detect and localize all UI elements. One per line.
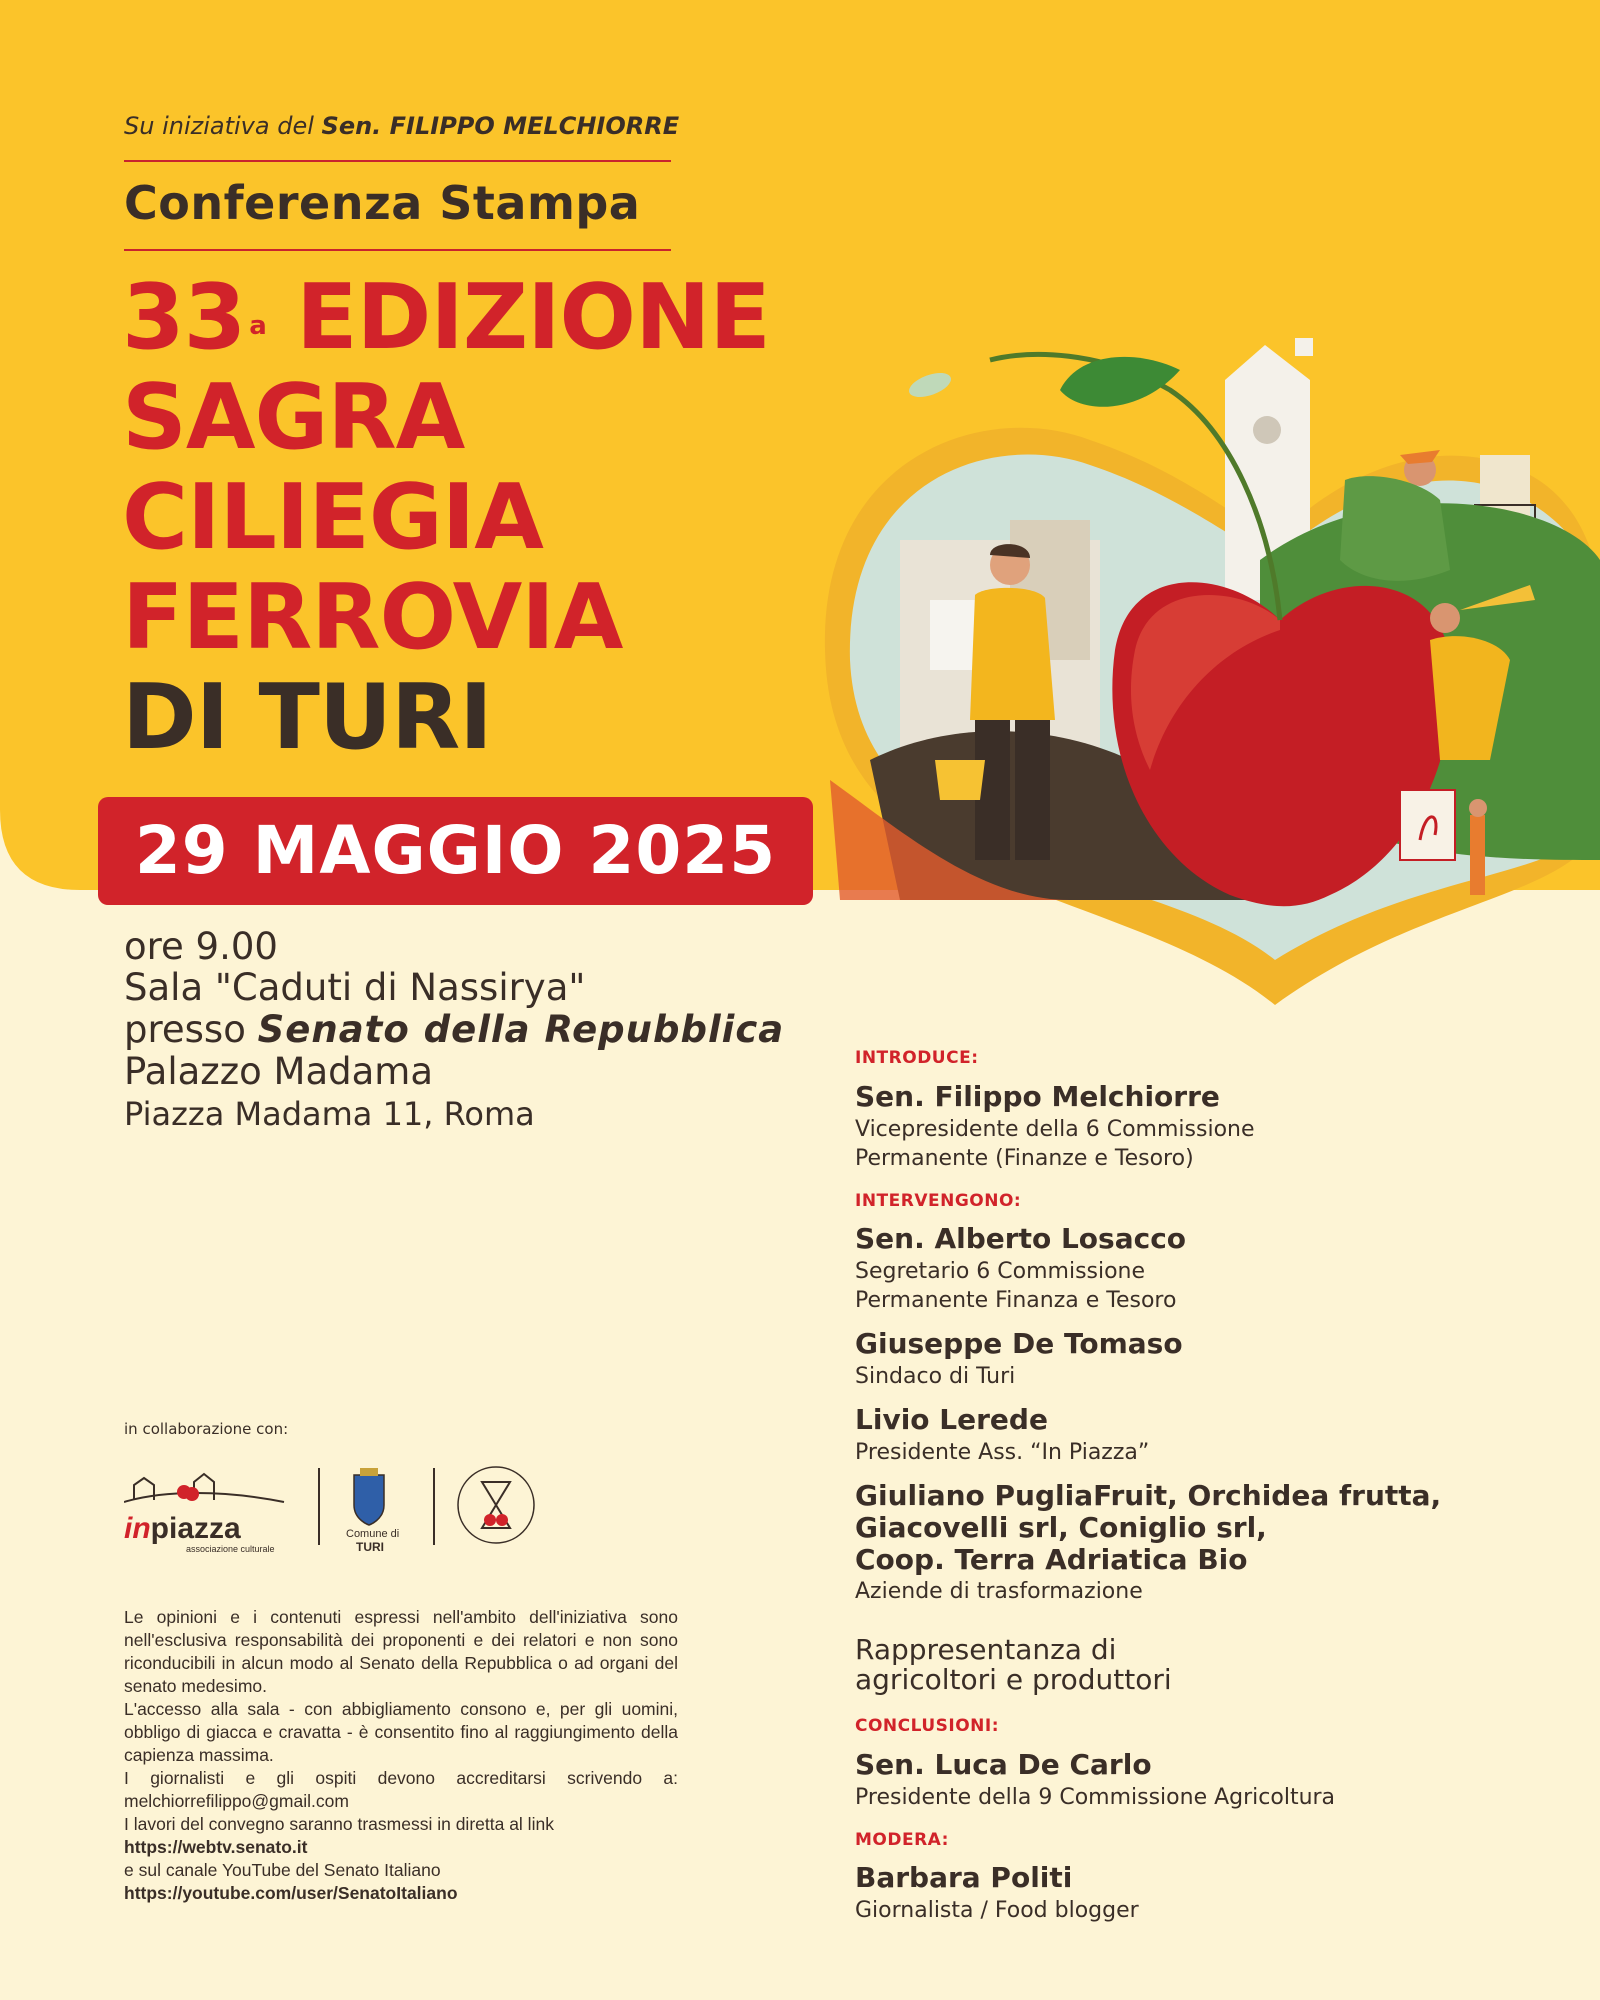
introduce-role-2: Permanente (Finanze e Tesoro) xyxy=(855,1146,1194,1171)
collaboration-label: in collaborazione con: xyxy=(124,1420,289,1438)
top-divider xyxy=(124,160,671,162)
speaker-name-2: agricoltori e produttori xyxy=(855,1663,1172,1696)
edition-sup: a xyxy=(249,311,266,341)
speaker-role: Segretario 6 Commissione xyxy=(855,1259,1146,1284)
disclaimer-p1: Le opinioni e i contenuti espressi nell'ambito dell'iniziativa sono nell'esclusiva responsabilità dei proponenti e dei relatori e non sono riconducibili in alcun modo al Senato della Repubblica o ad organi del senato medesimo. xyxy=(124,1607,678,1696)
title-line-3: CILIEGIA xyxy=(122,465,543,570)
speaker-name: Sen. Alberto Losacco xyxy=(855,1222,1187,1255)
speaker-name: Livio Lerede xyxy=(855,1403,1048,1436)
venue-room: Sala "Caduti di Nassirya" xyxy=(124,966,586,1009)
conclusioni-role: Presidente della 9 Commissione Agricoltura xyxy=(855,1785,1336,1810)
edition-word: EDIZIONE xyxy=(296,265,770,370)
inpiazza-text-b: piazza xyxy=(150,1512,241,1545)
event-date: 29 MAGGIO 2025 xyxy=(98,797,813,905)
speaker-name-3: Coop. Terra Adriatica Bio xyxy=(855,1543,1248,1576)
event-type: Conferenza Stampa xyxy=(124,176,641,230)
disclaimer-p3: I giornalisti e gli ospiti devono accreditarsi scrivendo a: melchiorrefilippo@gmail.com xyxy=(124,1768,678,1811)
speaker-name: Giuliano PugliaFruit, Orchidea frutta, xyxy=(855,1479,1442,1512)
speaker-role: Sindaco di Turi xyxy=(855,1364,1016,1389)
speaker-name-2: Giacovelli srl, Coniglio srl, xyxy=(855,1511,1267,1544)
conclusioni-name: Sen. Luca De Carlo xyxy=(855,1748,1152,1781)
venue-address: Piazza Madama 11, Roma xyxy=(124,1095,535,1133)
inpiazza-logo xyxy=(124,1474,284,1502)
conclusioni-label: CONCLUSIONI: xyxy=(855,1716,1000,1736)
venue-at-prefix: presso xyxy=(124,1008,246,1051)
inpiazza-wordmark xyxy=(124,1512,241,1546)
title-line-2: SAGRA xyxy=(122,365,465,470)
inpiazza-text-a: in xyxy=(124,1512,151,1545)
promoter-line xyxy=(124,112,679,140)
title-line-4: FERROVIA xyxy=(122,565,623,670)
webtv-link[interactable]: https://webtv.senato.it xyxy=(124,1837,308,1857)
disclaimer-p5: e sul canale YouTube del Senato Italiano xyxy=(124,1860,441,1880)
introduce-name: Sen. Filippo Melchiorre xyxy=(855,1080,1220,1113)
modera-label: MODERA: xyxy=(855,1830,949,1850)
youtube-link[interactable]: https://youtube.com/user/SenatoItaliano xyxy=(124,1883,458,1903)
speaker-role: Presidente Ass. “In Piazza” xyxy=(855,1440,1150,1465)
speaker-role: Aziende di trasformazione xyxy=(855,1579,1143,1604)
disclaimer-p4: I lavori del convegno saranno trasmessi in diretta al link xyxy=(124,1814,554,1834)
edition-number: 33 xyxy=(122,265,246,370)
promoter-prefix: Su iniziativa del xyxy=(124,112,314,140)
comune-text-a: Comune di xyxy=(346,1528,400,1540)
title-line-1 xyxy=(122,265,770,370)
partner-logos xyxy=(124,1460,564,1554)
introduce-label: INTRODUCE: xyxy=(855,1048,979,1068)
speaker-name: Giuseppe De Tomaso xyxy=(855,1327,1183,1360)
intervengono-label: INTERVENGONO: xyxy=(855,1191,1022,1211)
venue-time: ore 9.00 xyxy=(124,925,278,968)
title-line-5: DI TURI xyxy=(122,665,492,770)
disclaimer-p2: L'accesso alla sala - con abbigliamento consono e, per gli uomini, obbligo di giacca e cravatta - è consentito fino al raggiungimento della capienza massima. xyxy=(124,1699,678,1765)
tempo-delle-ciliegie-logo xyxy=(458,1467,534,1543)
disclaimer xyxy=(124,1606,678,1905)
venue-institution-line xyxy=(124,1008,784,1051)
venue-palace: Palazzo Madama xyxy=(124,1050,433,1093)
introduce-role-1: Vicepresidente della 6 Commissione xyxy=(855,1117,1255,1142)
modera-role: Giornalista / Food blogger xyxy=(855,1898,1139,1923)
bottom-divider xyxy=(124,249,671,251)
venue-institution: Senato della Repubblica xyxy=(257,1008,785,1051)
modera-name: Barbara Politi xyxy=(855,1861,1073,1894)
speaker-name: Rappresentanza di xyxy=(855,1633,1117,1666)
speaker-role: Permanente Finanza e Tesoro xyxy=(855,1288,1177,1313)
promoter-name: Sen. FILIPPO MELCHIORRE xyxy=(321,112,680,140)
inpiazza-subtitle: associazione culturale xyxy=(186,1544,275,1554)
comune-text-b: TURI xyxy=(356,1540,384,1554)
